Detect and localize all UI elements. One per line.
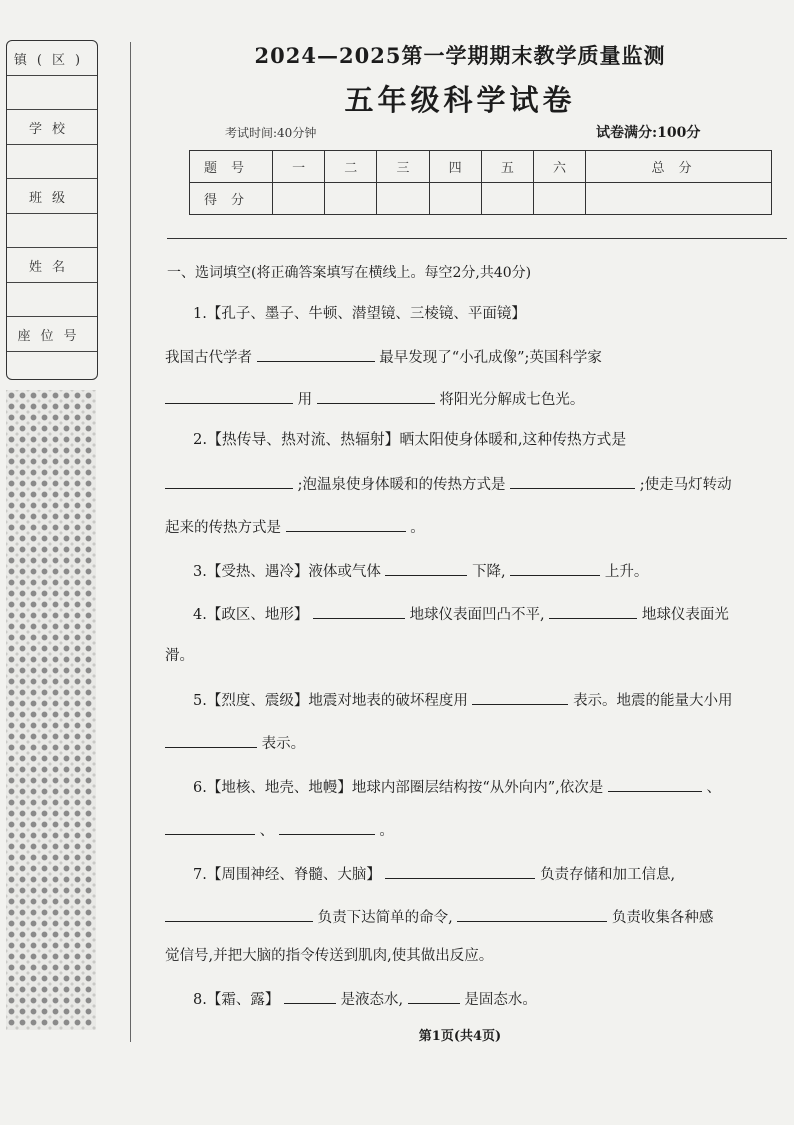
section1-heading: 一、选词填空(将正确答案填写在横线上。每空2分,共40分) — [167, 265, 532, 281]
q4-text-b: 地球仪表面凹凸不平, — [409, 607, 545, 623]
q3-blank-1[interactable] — [385, 560, 467, 576]
score-table — [189, 150, 772, 215]
q2-blank-1[interactable] — [165, 473, 293, 489]
q8-blank-1[interactable] — [284, 988, 336, 1004]
q7-text-c: 负责下达简单的命令, — [317, 910, 453, 926]
q2-line2 — [165, 473, 775, 495]
q7-text-a: 7.【周围神经、脊髓、大脑】 — [193, 867, 381, 883]
q1-text-c: 用 — [297, 392, 313, 408]
q7-text-b: 负责存储和加工信息, — [540, 867, 676, 883]
score-col-4: 四 — [429, 151, 481, 183]
side-field-name[interactable] — [7, 283, 97, 317]
q4-line2: 滑。 — [165, 648, 194, 664]
q5-blank-1[interactable] — [472, 689, 568, 705]
q7-blank-2[interactable] — [165, 906, 313, 922]
score-col-5: 五 — [481, 151, 533, 183]
score-cell-3[interactable] — [377, 183, 429, 215]
q7-line3: 觉信号,并把大脑的指令传送到肌肉,使其做出反应。 — [165, 948, 494, 964]
q2-text-a: ;泡温泉使身体暖和的传热方式是 — [297, 477, 506, 493]
q6-blank-2[interactable] — [165, 819, 255, 835]
q1-text-b: 最早发现了“小孔成像”;英国科学家 — [379, 350, 602, 366]
side-field-school[interactable] — [7, 145, 97, 179]
score-col-label: 题号 — [190, 151, 273, 183]
q1-blank-1[interactable] — [257, 346, 375, 362]
side-label-class: 班级 — [7, 179, 97, 214]
binding-info-panel — [6, 40, 98, 380]
exam-title: 2024—2025第一学期期末教学质量监测 — [254, 43, 666, 68]
q2-blank-3[interactable] — [286, 516, 406, 532]
q2-text-d: 。 — [410, 520, 425, 536]
q7-blank-3[interactable] — [457, 906, 607, 922]
q6-text-b: 、 — [706, 780, 721, 796]
q3-blank-2[interactable] — [510, 560, 600, 576]
side-label-name: 姓名 — [7, 248, 97, 283]
q5-blank-2[interactable] — [165, 732, 257, 748]
full-score: 试卷满分:100分 — [596, 125, 701, 141]
q8-text-c: 是固态水。 — [464, 992, 537, 1008]
q4-text-a: 4.【政区、地形】 — [193, 607, 309, 623]
q3-text-b: 下降, — [472, 564, 506, 580]
side-label-seat: 座位号 — [7, 317, 97, 352]
q2-line3 — [165, 516, 775, 538]
q3-text-c: 上升。 — [604, 564, 649, 580]
q3-line — [193, 560, 794, 582]
q8-text-a: 8.【霜、露】 — [193, 992, 280, 1008]
score-col-1: 一 — [273, 151, 325, 183]
q5-line1 — [193, 689, 794, 711]
q1-prompt: 1.【孔子、墨子、牛顿、潜望镜、三棱镜、平面镜】 — [193, 306, 526, 322]
score-cell-1[interactable] — [273, 183, 325, 215]
q6-line1 — [193, 776, 794, 798]
q2-text-b: ;使走马灯转动 — [639, 477, 732, 493]
q1-blank-3[interactable] — [317, 388, 435, 404]
binding-fold-line — [130, 42, 131, 1042]
side-field-town[interactable] — [7, 76, 97, 110]
q1-line2 — [165, 388, 775, 410]
q7-text-d: 负责收集各种感 — [611, 910, 714, 926]
q6-text-a: 6.【地核、地壳、地幔】地球内部圈层结构按“从外向内”,依次是 — [193, 780, 604, 796]
score-cell-total[interactable] — [586, 183, 772, 215]
q7-line2 — [165, 906, 775, 928]
exam-time: 考试时间:40分钟 — [225, 126, 317, 140]
score-cell-6[interactable] — [533, 183, 585, 215]
score-row-label: 得分 — [190, 183, 273, 215]
score-cell-2[interactable] — [325, 183, 377, 215]
q7-blank-1[interactable] — [385, 863, 535, 879]
q8-blank-2[interactable] — [408, 988, 460, 1004]
q2-blank-2[interactable] — [510, 473, 635, 489]
side-field-class[interactable] — [7, 214, 97, 248]
q5-line2 — [165, 732, 775, 754]
score-col-3: 三 — [377, 151, 429, 183]
q8-line — [193, 988, 794, 1010]
side-label-town: 镇(区) — [7, 41, 97, 76]
page-footer: 第1页(共4页) — [418, 1029, 502, 1044]
header-divider — [167, 238, 787, 239]
decorative-binding-pattern — [6, 390, 96, 1030]
score-cell-4[interactable] — [429, 183, 481, 215]
score-table-header-row — [190, 151, 772, 183]
q1-line1 — [165, 346, 775, 368]
q1-text-d: 将阳光分解成七色光。 — [439, 392, 585, 408]
q7-line1 — [193, 863, 794, 885]
side-field-seat[interactable] — [7, 352, 97, 380]
q4-blank-1[interactable] — [313, 603, 405, 619]
q4-text-c: 地球仪表面光 — [641, 607, 729, 623]
q6-text-d: 。 — [379, 823, 394, 839]
score-col-2: 二 — [325, 151, 377, 183]
score-col-6: 六 — [533, 151, 585, 183]
q6-line2 — [165, 819, 775, 841]
q1-blank-2[interactable] — [165, 388, 293, 404]
q8-text-b: 是液态水, — [340, 992, 404, 1008]
q3-text-a: 3.【受热、遇冷】液体或气体 — [193, 564, 381, 580]
q6-blank-3[interactable] — [279, 819, 375, 835]
q2-text-c: 起来的传热方式是 — [165, 520, 281, 536]
q4-line1 — [193, 603, 794, 625]
q2-prompt: 2.【热传导、热对流、热辐射】晒太阳使身体暖和,这种传热方式是 — [193, 431, 627, 448]
score-table-score-row — [190, 183, 772, 215]
q6-text-c: 、 — [259, 823, 275, 839]
side-label-school: 学校 — [7, 110, 97, 145]
q6-blank-1[interactable] — [608, 776, 702, 792]
q5-text-b: 表示。地震的能量大小用 — [573, 693, 733, 709]
score-cell-5[interactable] — [481, 183, 533, 215]
q5-text-a: 5.【烈度、震级】地震对地表的破坏程度用 — [193, 693, 468, 709]
q1-text-a: 我国古代学者 — [165, 350, 252, 366]
q4-blank-2[interactable] — [549, 603, 637, 619]
q5-text-c: 表示。 — [261, 736, 306, 752]
score-col-total: 总分 — [586, 151, 772, 183]
exam-subtitle: 五年级科学试卷 — [344, 83, 576, 117]
